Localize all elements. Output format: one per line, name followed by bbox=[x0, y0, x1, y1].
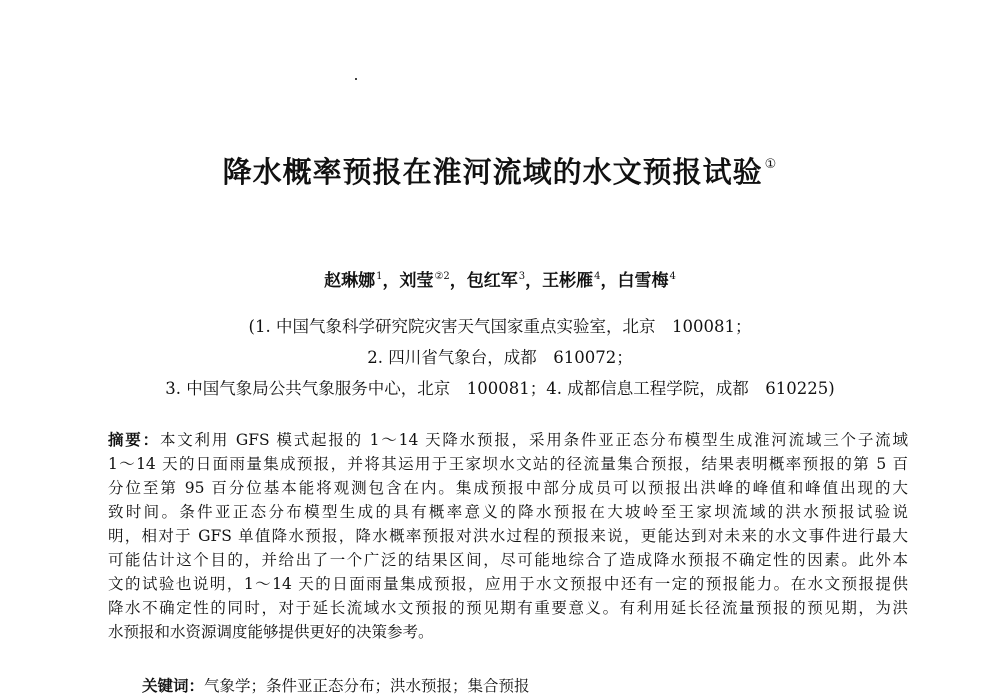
author-affiliation-mark: 3 bbox=[518, 271, 526, 282]
affiliation-line: 2. 四川省气象台，成都 610072； bbox=[367, 348, 633, 367]
author-name: 王彬雁 bbox=[542, 271, 594, 291]
abstract bbox=[108, 428, 908, 644]
keywords-label: 关键词： bbox=[142, 677, 205, 695]
author-affiliation-mark: 4 bbox=[669, 271, 676, 282]
title-footnote-mark: ① bbox=[764, 157, 778, 172]
affiliation-line: 3. 中国气象局公共气象服务中心，北京 100081；4. 成都信息工程学院，成都 610225) bbox=[165, 379, 835, 398]
abstract-line: 1～14 天的日面雨量集成预报，并将其运用于王家坝水文站的径流量集合预报，结果表明概率预报的第 5 百 bbox=[108, 455, 908, 473]
abstract-line: 降水不确定性的同时，对于延长流域水文预报的预见期有重要意义。有利用延长径流量预报的预见期，为洪 bbox=[108, 599, 908, 617]
title-text: 降水概率预报在淮河流域的水文预报试验 bbox=[222, 155, 763, 189]
author-affiliation-mark: ②2 bbox=[434, 271, 450, 282]
author-name: 刘莹 bbox=[399, 271, 434, 291]
paper-title bbox=[0, 150, 1000, 191]
abstract-line: 水预报和水资源调度能够提供更好的决策参考。 bbox=[108, 623, 434, 641]
author-name: 白雪梅 bbox=[617, 271, 669, 291]
author-affiliation-mark: 1 bbox=[376, 271, 383, 282]
abstract-line bbox=[108, 428, 908, 452]
abstract-label: 摘要： bbox=[108, 431, 160, 449]
abstract-line: 文的试验也说明，1～14 天的日面雨量集成预报，应用于水文预报中还有一定的预报能力。在水文预报提供 bbox=[108, 575, 908, 593]
stray-dot bbox=[355, 78, 357, 80]
abstract-line: 分位至第 95 百分位基本能将观测包含在内。集成预报中部分成员可以预报出洪峰的峰值和峰值出现的大 bbox=[108, 479, 908, 497]
abstract-line: 可能估计这个目的，并给出了一个广泛的结果区间，尽可能地综合了造成降水预报不确定性的因素。此外本 bbox=[108, 551, 908, 569]
affiliation-line: (1. 中国气象科学研究院灾害天气国家重点实验室，北京 100081； bbox=[248, 317, 752, 336]
abstract-line: 明，相对于 GFS 单值降水预报，降水概率预报对洪水过程的预报来说，更能达到对未来的水文事件进行最大 bbox=[108, 527, 908, 545]
author-name: 赵琳娜 bbox=[324, 271, 376, 291]
author-list: 赵琳娜$^1$，刘莹$^{②2}$，包红军$^3$，王彬雁$^4$，白雪梅$^4$ bbox=[324, 271, 676, 291]
abstract-line: 致时间。条件亚正态分布模型生成的具有概率意义的降水预报在大坡岭至王家坝流域的洪水预报试验说 bbox=[108, 503, 908, 521]
abstract-text: 本文利用 GFS 模式起报的 1～14 天降水预报，采用条件亚正态分布模型生成淮河流域三个子流域 bbox=[159, 431, 908, 449]
keywords bbox=[142, 674, 530, 698]
author-name: 包红军 bbox=[466, 271, 518, 291]
keywords-text: 气象学；条件亚正态分布；洪水预报；集合预报 bbox=[204, 677, 530, 695]
author-affiliation-mark: 4 bbox=[594, 271, 601, 282]
